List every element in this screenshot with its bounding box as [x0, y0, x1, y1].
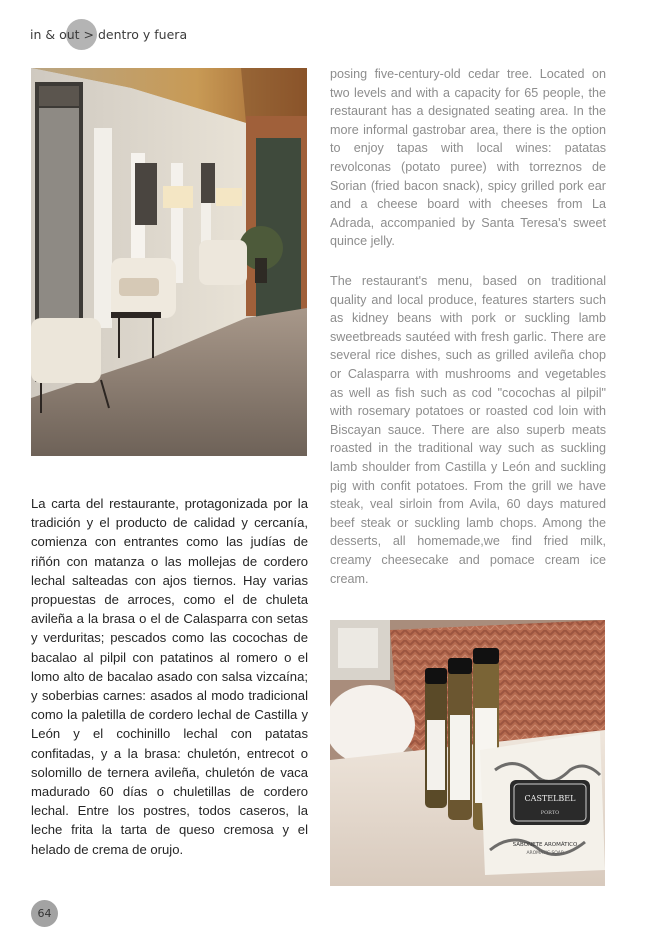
soap-box-line1: SABONETE AROMÁTICO: [512, 842, 578, 848]
soap-box-city: PORTO: [540, 810, 560, 816]
page-number: 64: [31, 900, 58, 927]
spanish-paragraph: La carta del restaurante, protagonizada por la tradición y el producto de calidad y cercanía, comienza con entrantes como las judías de riñón con matanza o las mollejas de cordero lechal salteadas con ajos tiernos. Hay varias propuestas de arroces, como el de chuleta avileña a la brasa o el de Calasparra con setas y verduritas; pescados como las cocochas de bacalao al pilpil con patatinos al romero o el lomo alto de bacalao asado con salsa vizcaína; y soberbias carnes: asados al modo tradicional como la paletilla de cordero lechal de Castilla y León y el cochinillo lechal con patatas confitadas, y a la brasa: chuletón, entrecot o solomillo de ternera avileña, chuletón de vaca madurado 60 días o chuletillas de cordero lechal. Entre los postres, todos caseros, la leche frita la tarta de queso cremosa y el helado de crema de orujo.: [31, 496, 308, 857]
soap-box-brand: CASTELBEL: [524, 794, 576, 803]
english-paragraph-2: The restaurant's menu, based on traditional quality and local produce, features starters such as kidney beans with pork or suckling lamb sweetbreads sautéed with fresh garlic. There are several rice dishes, such as grilled avileña chop or Calasparra with mushrooms and vegetables as well as fish such as cod "cocochas al pilpil" with rosemary potatoes or roasted cod loin with Biscayan sauce. There are also superb meats roasted in the traditional way such as suckling lamb shoulder from Castilla y León and suckling pig with confit potatoes. From the grill we have steak, veal sirloin from Avila, 60 days matured beef steak or suckling lamb chops. Among the desserts, all homemade,we find fried milk, creamy cheesecake and pomace cream ice cream.: [330, 274, 606, 586]
section-breadcrumb: in & out > dentro y fuera: [30, 27, 188, 42]
soap-box-line2: AROMATIC SOAP: [526, 851, 564, 856]
lounge-interior-photo: [31, 68, 307, 456]
english-paragraph-1: posing five-century-old cedar tree. Located on two levels and with a capacity for 65 people, the restaurant has a designated seating area. In the more informal gastrobar area, there is the option to enjoy tapas with local wines: patatas revolconas (potato puree) with torreznos de Sorian (fried bacon snack), spicy grilled pork ear and a cheese board with cheeses from La Adrada, accompanied by Santa Teresa's sweet quince jelly.: [330, 67, 606, 249]
castelbel-amenities-photo: [330, 620, 605, 886]
